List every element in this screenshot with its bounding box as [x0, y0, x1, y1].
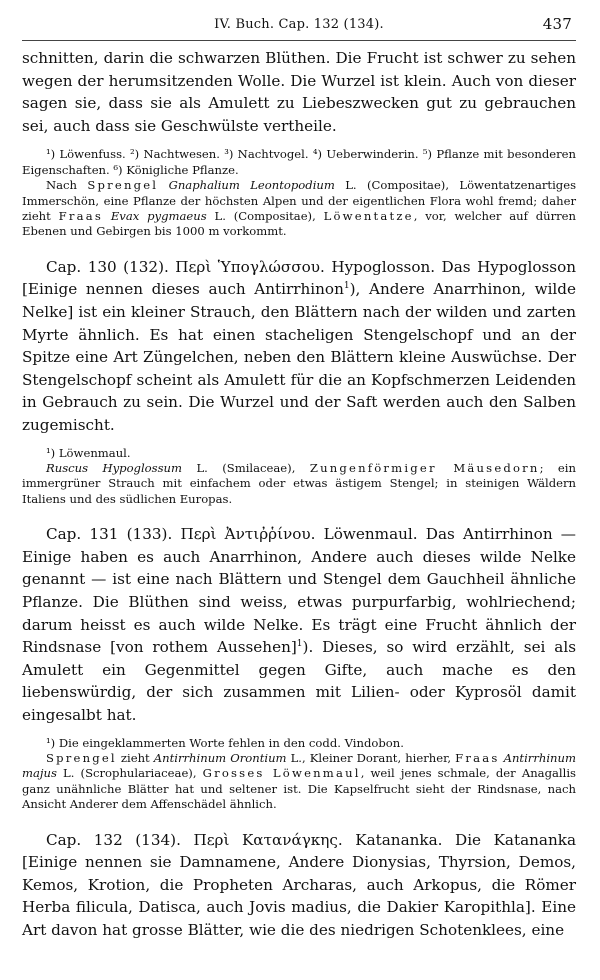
common-name: Zungenförmiger Mäusedorn [309, 460, 540, 475]
footnotes-131 [22, 736, 576, 813]
page-number: 437 [542, 15, 572, 33]
species-name: Gnaphalium Leontopodium [168, 178, 335, 193]
footnote-line: ¹) Die eingeklammerten Worte fehlen in den codd. Vindobon. [46, 735, 404, 750]
footnotes-intro [22, 147, 576, 239]
footnote-line: ¹) Löwenmaul. [46, 445, 131, 460]
species-name: Antirrhinum Orontium [153, 750, 287, 765]
common-name: Grosses Löwenmaul [202, 766, 361, 781]
footnote-ref: 1 [296, 639, 303, 650]
author-name: Sprengel [87, 178, 159, 193]
footnote-ref: 1 [343, 281, 350, 292]
species-name: Evax pygmaeus [110, 209, 207, 223]
footnote-commentary: Ruscus Hypoglossum L. (Smilaceae), Zungenförmiger Mäusedorn; ein immergrüner Strauch mit einfachem oder etwas ästigem Stengel; in steinigen Wäldern Italiens und des südlichen Europas. [22, 460, 576, 506]
page-body [22, 41, 576, 942]
common-name: Löwentatze [323, 209, 414, 223]
footnote-commentary: Nach Sprengel Gnaphalium Leontopodium L. (Compositae), Löwentatzenartiges Immerschön, eine Pflanze der höchsten Alpen und der eigentlichen Flora wohl fremd; daher zieht Fraas Evax pygmaeus L. (Compositae), Löwentatze, vor, welcher auf dürren Ebenen und Gebirgen bis 1000 m vorkommt. [22, 178, 577, 239]
chapter-131: Cap. 131 (133). Περὶ Ἀντιῤῥίνου. Löwenmaul. Das Antirrhinon — Einige haben es auch Anarrhinon, Andere auch dieses wilde Nelke genannt — ist eine nach Blättern und Stengel dem Gauchheil ähnliche Pflanze. Die Blüthen sind weiss, etwas purpurfarbig, wohlriechend; darum heisst es auch wilde Nelke. Es trägt eine Frucht ähnlich der Rindsnase [von rothem Aussehen]$^1$). Dieses, so wird erzählt, sei als Amulett ein Gegenmittel gegen Gifte, auch mache es den liebenswürdig, der sich zusammen mit Lilien- oder Kyprosöl damit eingesalbt hat. [22, 525, 576, 724]
chapter-130: Cap. 130 (132). Περὶ Ὑπογλώσσου. Hypoglosson. Das Hypoglosson [Einige nennen dieses auch Antirrhinon$^1$), Andere Anarrhinon, wilde Nelke] ist ein kleiner Strauch, den Blättern nach der wilden und zarten Myrte ähnlich. Es hat einen stacheligen Stengelschopf und an der Spitze eine Art Züngelchen, neben den Blättern kleine Auswüchse. Der Stengelschopf scheint als Amulett für die an Kopfschmerzen Leidenden in Gebrauch zu sein. Die Wurzel und der Saft werden auch den Salben zugemischt. [22, 257, 576, 434]
species-name: Ruscus Hypoglossum [46, 460, 183, 475]
author-name: Sprengel [46, 750, 117, 765]
footnote-commentary: Sprengel zieht Antirrhinum Orontium L., Kleiner Dorant, hierher, Fraas Antirrhinum majus L. (Scrophulariaceae), Grosses Löwenmaul, weil jenes schmale, der Anagallis ganz unähnliche Blätter hat und seltener ist. Die Kapselfrucht sieht der Rindsnase, nach Ansicht Anderer dem Affenschädel ähnlich. [22, 750, 576, 812]
chapter-132: Cap. 132 (134). Περὶ Κατανάγκης. Katananka. Die Katananka [Einige nennen sie Damnamene, Andere Dionysias, Thyrsion, Demos, Kemos, Krotion, die Propheten Archaras, auch Arkopus, die Römer Herba filicula, Datisca, auch Jovis madius, die Dakier Karopithla]. Eine Art davon hat grosse Blätter, wie die des niedrigen Schotenklees, eine [22, 830, 576, 939]
running-header [22, 0, 576, 41]
footnotes-130 [22, 446, 576, 508]
author-name: Fraas [58, 209, 103, 223]
author-name: Fraas [455, 750, 500, 765]
species-name: Antirrhinum majus [22, 750, 576, 781]
footnote-line: ¹) Löwenfuss. ²) Nachtwesen. ³) Nachtvogel. ⁴) Ueberwinderin. ⁵) Pflanze mit besonderen Eigenschaften. ⁶) Königliche Pflanze. [22, 147, 576, 177]
running-title: IV. Buch. Cap. 132 (134). [214, 17, 384, 32]
paragraph-intro: schnitten, darin die schwarzen Blüthen. Die Frucht ist schwer zu sehen wegen der herumsitzenden Wolle. Die Wurzel ist klein. Auch von dieser sagen sie, dass sie als Amulett zu Liebeszwecken gut zu gebrauchen sei, auch dass sie Geschwülste vertheile. [22, 49, 576, 135]
